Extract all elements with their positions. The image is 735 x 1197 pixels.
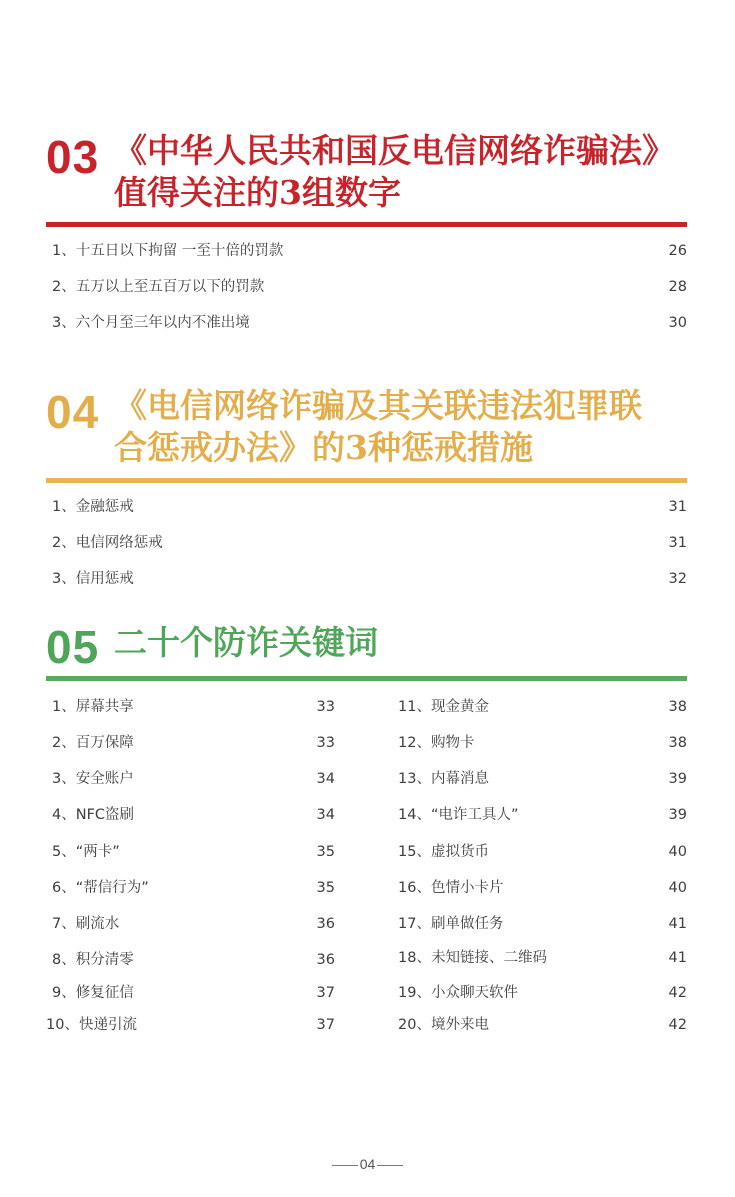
toc-item-page: 33 xyxy=(316,735,335,751)
toc-item-label: 18、未知链接、二维码 xyxy=(398,950,547,966)
toc-item[interactable] xyxy=(46,569,687,589)
toc-item-label: 3、安全账户 xyxy=(52,771,134,787)
toc-item[interactable] xyxy=(46,497,687,517)
toc-item-label: 19、小众聊天软件 xyxy=(398,985,518,1001)
toc-item[interactable] xyxy=(46,1015,335,1035)
toc-item-label: 2、电信网络惩戒 xyxy=(52,535,163,551)
toc-item-label: 13、内幕消息 xyxy=(398,771,489,787)
toc-item-page: 42 xyxy=(668,1017,687,1033)
toc-item-page: 36 xyxy=(316,916,335,932)
page-footer xyxy=(0,1156,735,1172)
toc-item-page: 40 xyxy=(668,844,687,860)
toc-item-page: 41 xyxy=(668,950,687,966)
toc-item-label: 1、十五日以下拘留 一至十倍的罚款 xyxy=(52,243,284,259)
toc-item-page: 31 xyxy=(668,499,687,515)
toc-item-label: 2、五万以上至五百万以下的罚款 xyxy=(52,279,265,295)
toc-item[interactable] xyxy=(398,842,687,862)
page-number: 04 xyxy=(359,1156,376,1172)
toc-item-label: 8、积分清零 xyxy=(52,952,134,968)
section-number: 05 xyxy=(46,621,100,673)
toc-item-label: 14、“电诈工具人” xyxy=(398,807,519,823)
toc-item-page: 36 xyxy=(316,952,335,968)
toc-item-label: 11、现金黄金 xyxy=(398,699,489,715)
toc-item[interactable] xyxy=(46,733,335,753)
toc-item-page: 38 xyxy=(668,699,687,715)
toc-item-label: 3、信用惩戒 xyxy=(52,571,134,587)
toc-item-page: 33 xyxy=(316,699,335,715)
toc-item[interactable] xyxy=(398,1015,687,1035)
section-rule xyxy=(46,676,687,681)
toc-item-page: 32 xyxy=(668,571,687,587)
toc-item[interactable] xyxy=(46,878,335,898)
toc-item-label: 1、屏幕共享 xyxy=(52,699,134,715)
toc-item-page: 38 xyxy=(668,735,687,751)
toc-item-label: 10、快递引流 xyxy=(46,1017,137,1033)
toc-item-page: 42 xyxy=(668,985,687,1001)
toc-item-label: 16、色情小卡片 xyxy=(398,880,504,896)
toc-item-page: 35 xyxy=(316,844,335,860)
toc-item[interactable] xyxy=(46,697,335,717)
toc-item-label: 15、虚拟货币 xyxy=(398,844,489,860)
toc-item-label: 7、刷流水 xyxy=(52,916,120,932)
toc-item-page: 37 xyxy=(316,985,335,1001)
section-title-line2: 合惩戒办法》的3种惩戒措施 xyxy=(114,428,533,467)
toc-item[interactable] xyxy=(398,697,687,717)
toc-item-page: 26 xyxy=(668,243,687,259)
toc-item-page: 34 xyxy=(316,807,335,823)
toc-item-page: 30 xyxy=(668,315,687,331)
toc-item-page: 31 xyxy=(668,535,687,551)
toc-item[interactable] xyxy=(46,241,687,261)
toc-item[interactable] xyxy=(46,950,335,970)
section-title-line2: 值得关注的3组数字 xyxy=(114,173,401,212)
toc-item[interactable] xyxy=(46,769,335,789)
section-title-line1: 《电信网络诈骗及其关联违法犯罪联 xyxy=(114,386,642,425)
toc-item[interactable] xyxy=(46,914,335,934)
section-rule xyxy=(46,478,687,483)
section-number: 04 xyxy=(46,386,100,438)
toc-item-label: 9、修复征信 xyxy=(52,985,134,1001)
toc-item-label: 6、“帮信行为” xyxy=(52,880,149,896)
toc-item[interactable] xyxy=(398,733,687,753)
toc-item-label: 4、NFC盗刷 xyxy=(52,807,135,823)
section-number: 03 xyxy=(46,131,100,183)
toc-item-page: 34 xyxy=(316,771,335,787)
toc-item[interactable] xyxy=(398,805,687,825)
toc-item-label: 20、境外来电 xyxy=(398,1017,489,1033)
toc-item[interactable] xyxy=(46,983,335,1003)
toc-item-label: 17、刷单做任务 xyxy=(398,916,504,932)
footer-dash-right xyxy=(377,1165,403,1166)
toc-item[interactable] xyxy=(398,948,687,968)
toc-item[interactable] xyxy=(398,878,687,898)
toc-item-page: 41 xyxy=(668,916,687,932)
toc-item[interactable] xyxy=(398,769,687,789)
toc-item-label: 5、“两卡” xyxy=(52,844,120,860)
toc-item[interactable] xyxy=(46,842,335,862)
footer-dash-left xyxy=(332,1165,358,1166)
toc-item-label: 12、购物卡 xyxy=(398,735,475,751)
toc-item-page: 39 xyxy=(668,771,687,787)
toc-item-page: 35 xyxy=(316,880,335,896)
toc-item-label: 3、六个月至三年以内不准出境 xyxy=(52,315,250,331)
toc-item[interactable] xyxy=(46,313,687,333)
section-rule xyxy=(46,222,687,227)
toc-item[interactable] xyxy=(46,277,687,297)
section-title-line1: 《中华人民共和国反电信网络诈骗法》 xyxy=(114,131,675,170)
toc-item-page: 28 xyxy=(668,279,687,295)
toc-item[interactable] xyxy=(398,914,687,934)
section-title-line1: 二十个防诈关键词 xyxy=(114,623,378,662)
toc-item-page: 39 xyxy=(668,807,687,823)
toc-item[interactable] xyxy=(46,805,335,825)
toc-item[interactable] xyxy=(46,533,687,553)
toc-item-page: 37 xyxy=(316,1017,335,1033)
toc-item-label: 1、金融惩戒 xyxy=(52,499,134,515)
toc-item-page: 40 xyxy=(668,880,687,896)
toc-item-label: 2、百万保障 xyxy=(52,735,134,751)
toc-item[interactable] xyxy=(398,983,687,1003)
